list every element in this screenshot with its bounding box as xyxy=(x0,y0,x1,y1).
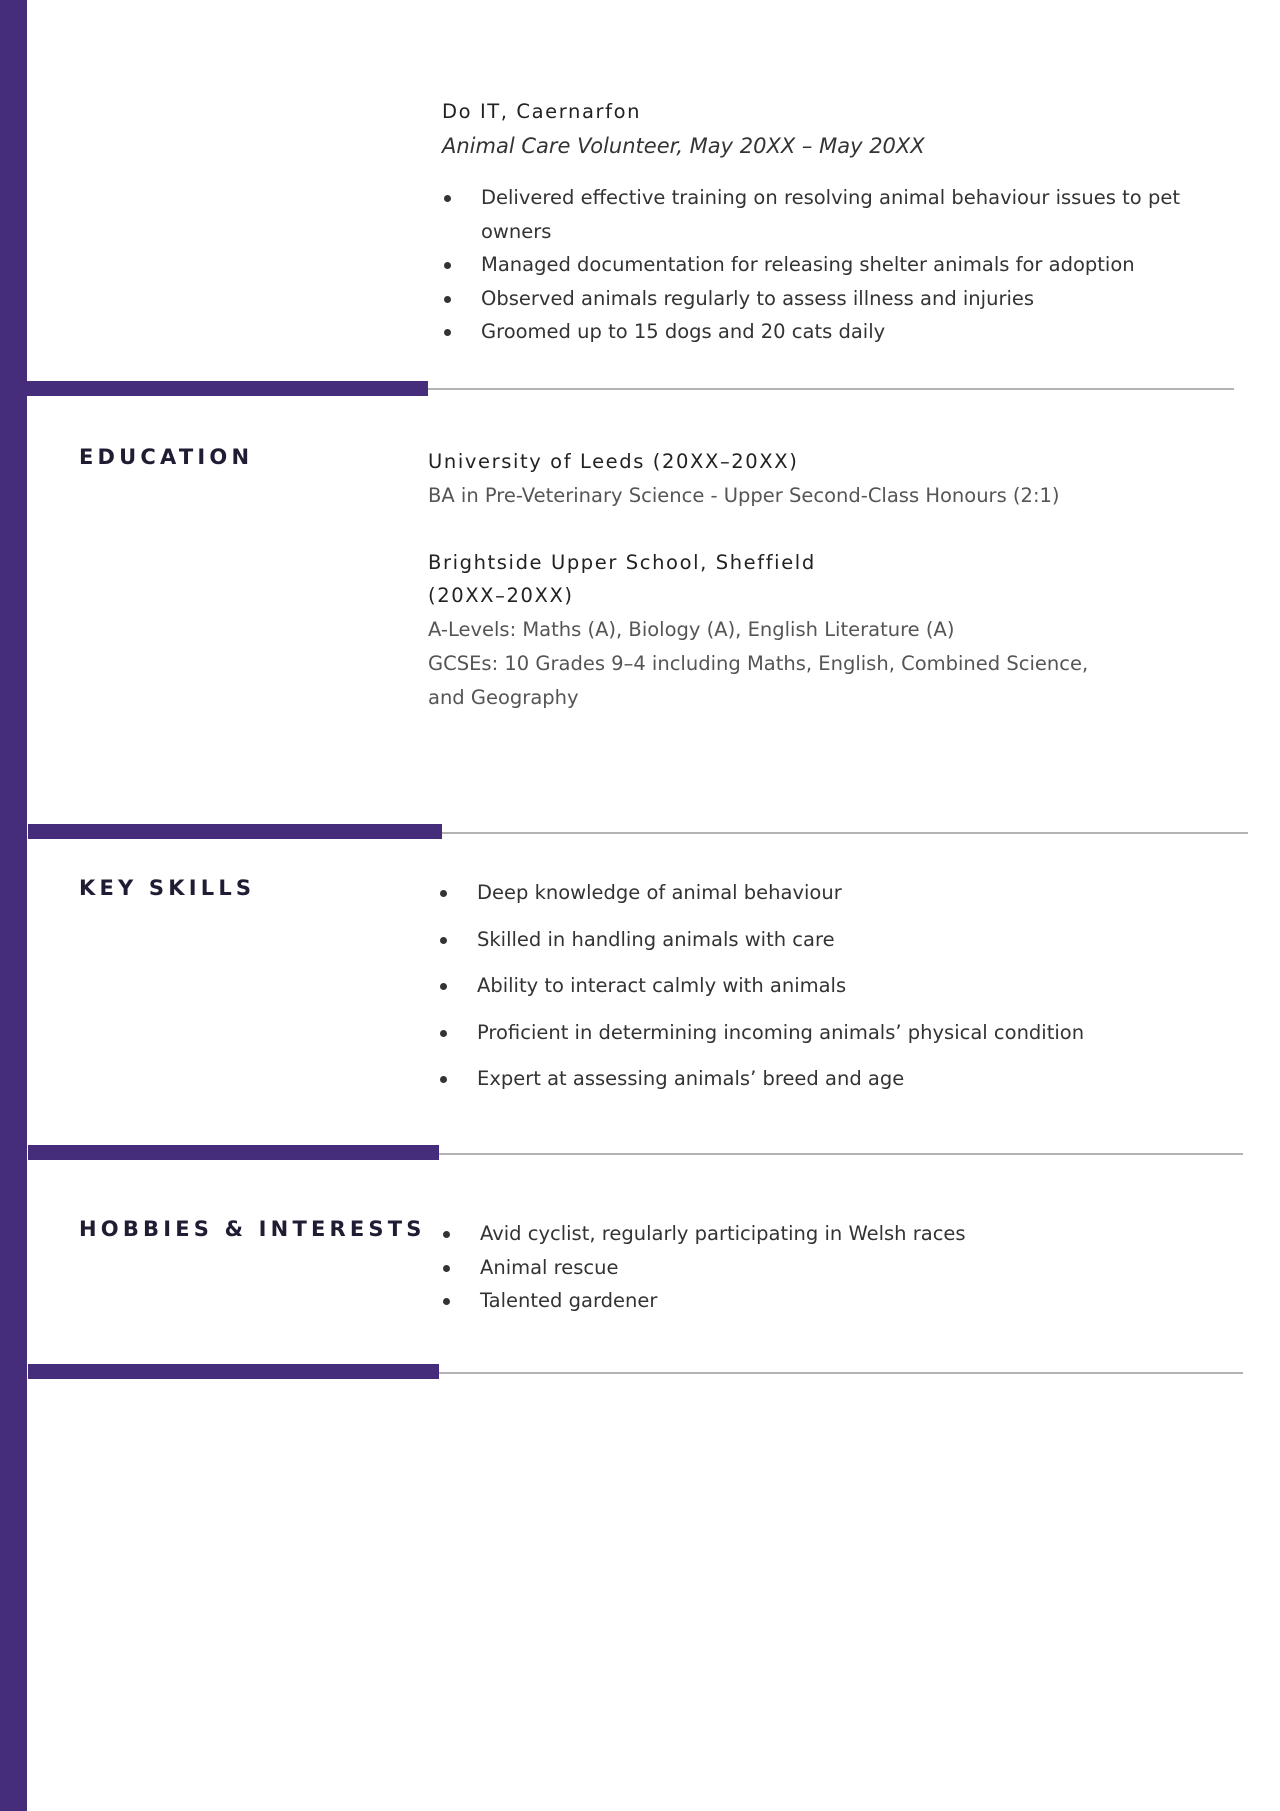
list-item: Delivered effective training on resolving animal behaviour issues to pet owners xyxy=(442,181,1180,248)
divider-rule xyxy=(439,1153,1243,1155)
key-skills-list xyxy=(438,880,1198,1113)
list-item: Expert at assessing animals’ breed and age xyxy=(438,1066,1198,1092)
divider-accent xyxy=(28,1364,439,1379)
divider-rule xyxy=(428,388,1234,390)
list-item: Talented gardener xyxy=(441,1284,1201,1318)
list-item: Proficient in determining incoming animals’ physical condition xyxy=(438,1020,1198,1046)
list-item: Ability to interact calmly with animals xyxy=(438,973,1198,999)
left-accent-bar xyxy=(0,0,27,1811)
education-org: Brightside Upper School, Sheffield xyxy=(428,551,816,574)
divider-accent xyxy=(28,824,442,839)
section-title-key-skills: KEY SKILLS xyxy=(79,876,256,900)
education-detail: GCSEs: 10 Grades 9–4 including Maths, English, Combined Science, and Geography xyxy=(428,652,1089,709)
education-detail: A-Levels: Maths (A), Biology (A), English Literature (A) xyxy=(428,618,955,641)
divider-rule xyxy=(442,832,1248,834)
list-item: Deep knowledge of animal behaviour xyxy=(438,880,1198,906)
list-item: Skilled in handling animals with care xyxy=(438,927,1198,953)
section-title-education: EDUCATION xyxy=(79,445,254,469)
section-divider xyxy=(28,1145,1243,1161)
divider-accent xyxy=(28,1145,439,1160)
hobbies-list xyxy=(441,1217,1201,1318)
education-org-dates: (20XX–20XX) xyxy=(428,584,574,607)
section-divider xyxy=(28,824,1248,840)
list-item: Groomed up to 15 dogs and 20 cats daily xyxy=(442,315,1180,349)
divider-accent xyxy=(27,381,428,396)
education-detail: BA in Pre-Veterinary Science - Upper Second-Class Honours (2:1) xyxy=(428,484,1060,507)
section-title-hobbies: HOBBIES & INTERESTS xyxy=(79,1217,426,1241)
experience-role: Animal Care Volunteer, May 20XX – May 20XX xyxy=(442,134,925,158)
list-item: Avid cyclist, regularly participating in Welsh races xyxy=(441,1217,1201,1251)
experience-organization: Do IT, Caernarfon xyxy=(442,100,642,123)
section-divider xyxy=(28,1364,1243,1380)
education-org: University of Leeds (20XX–20XX) xyxy=(428,450,799,473)
list-item: Animal rescue xyxy=(441,1251,1201,1285)
divider-rule xyxy=(439,1372,1243,1374)
list-item: Observed animals regularly to assess illness and injuries xyxy=(442,282,1180,316)
section-divider xyxy=(27,381,1234,397)
experience-bullets xyxy=(442,181,1180,349)
list-item: Managed documentation for releasing shelter animals for adoption xyxy=(442,248,1180,282)
